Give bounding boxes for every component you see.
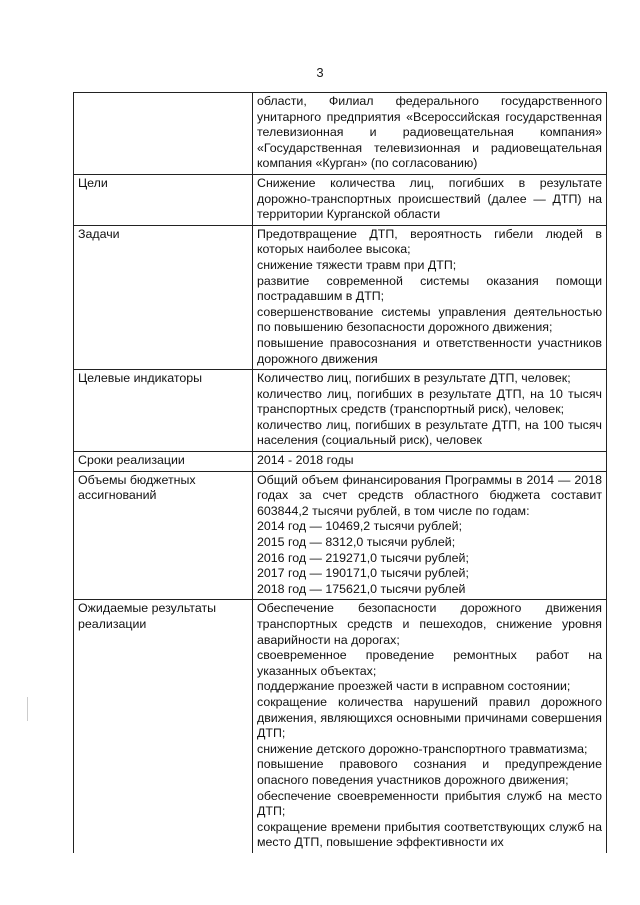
table-row-implementation-period (74, 452, 607, 472)
row-value-line: поддержание проезжей части в исправном состоянии; (257, 679, 571, 694)
page-number: 3 (316, 65, 324, 80)
table-row-tasks (74, 225, 607, 369)
row-value (253, 225, 607, 369)
row-value-line: 2015 год — 8312,0 тысячи рублей; (257, 535, 456, 550)
row-value-line: Предотвращение ДТП, вероятность гибели людей в которых наиболее высока; (257, 226, 602, 257)
table-row-goals (74, 174, 607, 225)
row-value-line: Обеспечение безопасности дорожного движения транспортных средств и пешеходов, снижение уровня аварийности на дорогах; (257, 601, 602, 647)
row-value-line: Общий объем финансирования Программы в 2014 — 2018 годах за счет средств областного бюджета составит 603844,2 тысячи рублей, в том числе по годам: (257, 472, 602, 518)
row-value-line: 2017 год — 190171,0 тысячи рублей; (257, 566, 469, 581)
program-passport-table (73, 92, 607, 853)
row-label: Сроки реализации (74, 452, 253, 472)
row-value-line: 2016 год — 219271,0 тысячи рублей; (257, 550, 469, 565)
row-value-line: Количество лиц, погибших в результате ДТП, человек; (257, 371, 571, 386)
row-value (253, 370, 607, 452)
row-value-line: количество лиц, погибших в результате ДТП, на 10 тысяч транспортных средств (транспортный риск), человек; (257, 386, 602, 417)
row-value (253, 600, 607, 853)
row-value-line: снижение детского дорожно-транспортного травматизма; (257, 741, 588, 756)
row-label: Объемы бюджетных ассигнований (74, 471, 253, 600)
row-value-line: количество лиц, погибших в результате ДТП, на 100 тысяч населения (социальный риск), человек (257, 417, 602, 448)
row-value-line: 2014 - 2018 годы (257, 453, 354, 468)
row-value (253, 452, 607, 472)
row-value-line: повышение правового сознания и предупреждение опасного поведения участников дорожного движения; (257, 757, 602, 787)
row-label (74, 93, 253, 175)
table-row-participants-continued (74, 93, 607, 175)
row-value-line: снижение тяжести травм при ДТП; (257, 257, 457, 272)
row-label: Цели (74, 174, 253, 225)
row-value-line: 2018 год — 175621,0 тысячи рублей (257, 581, 466, 596)
row-value-line: сокращение количества нарушений правил дорожного движения, являющихся основными причинами совершения ДТП; (257, 694, 602, 741)
row-value-line: своевременное проведение ремонтных работ на указанных объектах; (257, 648, 602, 678)
scan-edge-mark (27, 697, 28, 721)
table-row-budget (74, 471, 607, 600)
row-label: Ожидаемые результаты реализации (74, 600, 253, 853)
row-value-line: повышение правосознания и ответственности участников дорожного движения (257, 335, 602, 366)
table-row-expected-results (74, 600, 607, 853)
row-value-line: развитие современной системы оказания помощи пострадавшим в ДТП; (257, 273, 602, 304)
row-value (253, 93, 607, 175)
row-value-line: Снижение количества лиц, погибших в результате дорожно-транспортных происшествий (далее — ДТП) на территории Курганской области (257, 175, 602, 222)
row-value-line: области, Филиал федерального государственного унитарного предприятия «Всероссийская государственная телевизионная и радиовещательная компания» «Государственная телевизионная и радиовещательная компания «Курган» (по согласованию) (257, 94, 602, 171)
row-value-line: сокращение времени прибытия соответствующих служб на место ДТП, повышение эффективности их (257, 819, 602, 850)
row-label: Задачи (74, 225, 253, 369)
row-value-line: 2014 год — 10469,2 тысячи рублей; (257, 519, 463, 534)
row-value-line: совершенствование системы управления деятельностью по повышению безопасности дорожного движения; (257, 304, 602, 335)
row-value-line: обеспечение своевременности прибытия служб на место ДТП; (257, 788, 602, 819)
row-label: Целевые индикаторы (74, 370, 253, 452)
row-value (253, 174, 607, 225)
row-value (253, 471, 607, 600)
table-row-target-indicators (74, 370, 607, 452)
